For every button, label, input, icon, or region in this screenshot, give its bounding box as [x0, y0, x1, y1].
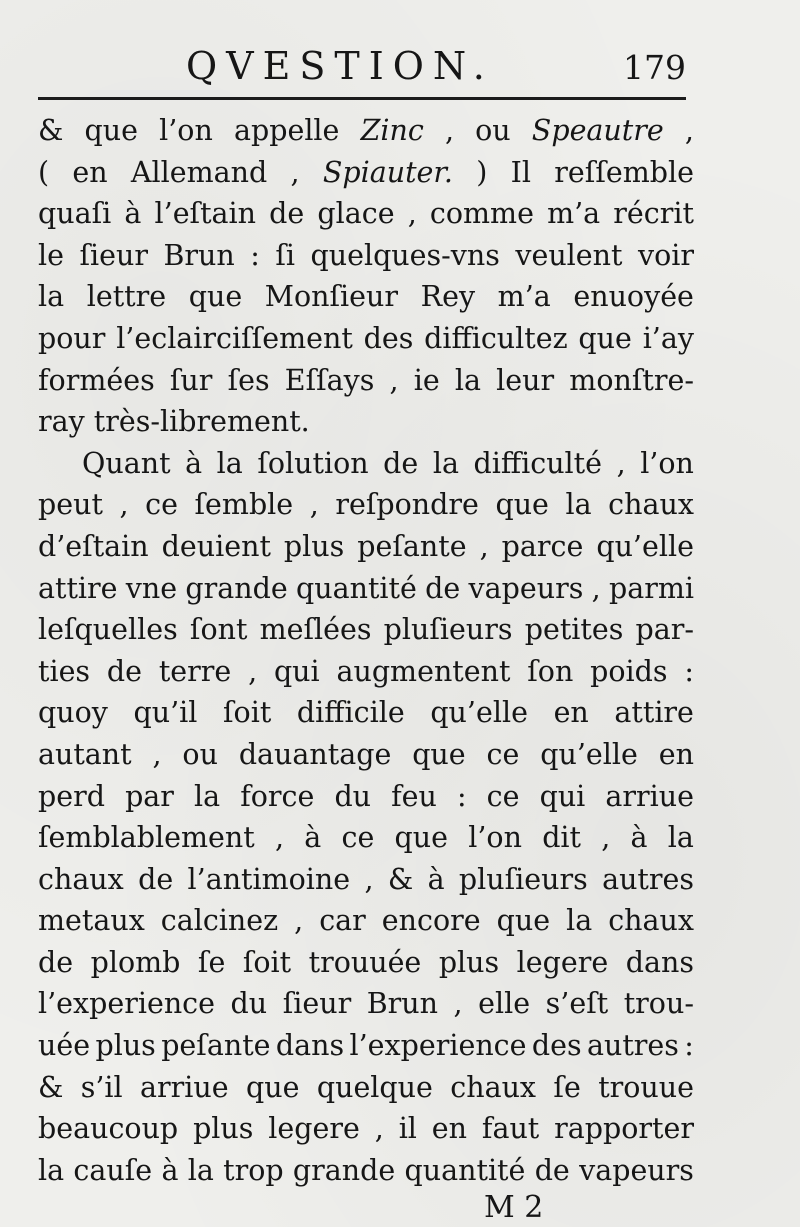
word: qui	[539, 779, 586, 813]
word: en	[72, 155, 108, 189]
word: ,	[374, 1112, 384, 1146]
word: leur	[496, 363, 555, 397]
word: &	[38, 1070, 64, 1104]
word: trou-	[623, 987, 694, 1021]
word: plomb	[90, 945, 181, 979]
word: la	[187, 1153, 214, 1187]
word: par	[125, 779, 174, 813]
word: l’experience	[349, 1029, 527, 1063]
word: dans	[275, 1029, 345, 1063]
word: que	[84, 114, 138, 147]
word: des	[363, 321, 414, 355]
word: s’il	[80, 1070, 123, 1104]
word: ,	[444, 114, 454, 147]
word: plus	[193, 1112, 254, 1146]
word: l’eſtain	[154, 197, 257, 231]
word: Allemand	[130, 155, 268, 189]
word: à	[630, 821, 648, 855]
word: calcinez	[160, 904, 279, 938]
word: car	[319, 904, 366, 938]
word: ,	[616, 446, 626, 480]
word: pluſieurs	[458, 862, 588, 896]
word: ,	[119, 488, 129, 522]
word: autres	[587, 1029, 679, 1063]
word: que	[394, 821, 449, 855]
word: chaux	[38, 862, 124, 896]
word: ,	[389, 363, 399, 397]
word: attire	[614, 696, 694, 730]
word: de	[425, 571, 461, 605]
word: ſe	[553, 1070, 581, 1104]
word: grande	[292, 1153, 396, 1187]
word: Speautre	[531, 114, 664, 147]
word: vapeurs	[579, 1153, 694, 1187]
word: ſoit	[242, 945, 292, 979]
word: enuoyée	[573, 280, 694, 314]
word: qu’il	[133, 696, 198, 730]
word: arriue	[140, 1070, 229, 1104]
word: trouue	[598, 1070, 694, 1104]
word: leſquelles	[38, 613, 178, 647]
word: legere	[516, 945, 609, 979]
word: trop	[223, 1153, 284, 1187]
text-line	[38, 1067, 694, 1109]
text-line	[38, 651, 694, 693]
word: à	[124, 197, 142, 231]
word: autant	[38, 737, 132, 771]
word: l’eclairciſſement	[116, 321, 353, 355]
word: attire	[38, 571, 118, 605]
word: quelques-vns	[310, 238, 500, 272]
word: plus	[95, 1029, 156, 1063]
word: il	[398, 1112, 417, 1146]
word: l’on	[159, 114, 213, 147]
word: vapeurs	[468, 571, 584, 605]
word: que	[412, 737, 466, 771]
word: meſlées	[259, 613, 372, 647]
word: l’experience	[38, 987, 216, 1021]
word: d’eſtain	[38, 529, 149, 563]
text-line	[38, 526, 694, 568]
word: Brun	[366, 987, 439, 1021]
word: petites	[524, 613, 624, 647]
word: augmentent	[336, 654, 511, 688]
word: de	[138, 862, 174, 896]
word: ſieur	[79, 238, 148, 272]
word: Rey	[420, 280, 476, 314]
word: dauantage	[238, 737, 392, 771]
text-line	[38, 942, 694, 984]
word: m’a	[547, 197, 601, 231]
word: ou	[182, 737, 218, 771]
text-line	[38, 734, 694, 776]
word: qu’elle	[540, 737, 638, 771]
word: l’on	[468, 821, 522, 855]
word: voir	[637, 238, 694, 272]
text-line	[38, 609, 694, 651]
word: plus	[438, 945, 500, 979]
word: pour	[38, 321, 106, 355]
text-line	[38, 152, 694, 194]
word: ſe	[197, 945, 226, 979]
word: dit	[542, 821, 581, 855]
word: l’on	[640, 446, 694, 480]
word: ,	[684, 114, 694, 147]
word: la	[566, 904, 593, 938]
word: appelle	[233, 114, 340, 147]
word: de	[534, 1153, 570, 1187]
text-line	[38, 360, 694, 402]
word: uée	[38, 1029, 91, 1063]
word: Quant	[82, 446, 171, 480]
word: :	[684, 1029, 694, 1063]
word: chaux	[608, 904, 694, 938]
text-line	[38, 1108, 694, 1150]
word: parmi	[608, 571, 694, 605]
text-line	[38, 193, 694, 235]
word: force	[240, 779, 315, 813]
word: que	[188, 280, 243, 314]
word: :	[456, 779, 467, 813]
word: ou	[475, 114, 511, 147]
word: la	[454, 363, 482, 397]
word: ,	[309, 488, 319, 522]
word: legere	[268, 1112, 360, 1146]
word: ce	[145, 488, 178, 522]
text-line	[38, 110, 694, 152]
word: ,	[407, 197, 417, 231]
word: trouuée	[308, 945, 422, 979]
word: la	[216, 446, 243, 480]
word: la	[194, 779, 221, 813]
word: (	[38, 155, 50, 189]
text-line	[38, 235, 694, 277]
word: ſolution	[257, 446, 369, 480]
word: de	[383, 446, 419, 480]
word: faut	[481, 1112, 540, 1146]
word: &	[387, 862, 414, 896]
text-line	[38, 776, 694, 818]
word: beaucoup	[38, 1112, 179, 1146]
word: quaſi	[38, 197, 112, 231]
word: Monſieur	[264, 280, 399, 314]
text-line	[38, 1150, 694, 1192]
word: )	[476, 155, 488, 189]
word: grande	[185, 571, 288, 605]
word: ,	[152, 737, 162, 771]
word: en	[431, 1112, 468, 1146]
word: elle	[478, 987, 531, 1021]
word: à	[185, 446, 203, 480]
word: cauſe	[73, 1153, 153, 1187]
word: ſes	[227, 363, 270, 397]
word: ,	[591, 571, 601, 605]
word: glace	[317, 197, 395, 231]
word: du	[334, 779, 372, 813]
word: qui	[273, 654, 320, 688]
word: ,	[274, 821, 285, 855]
word: que	[246, 1070, 300, 1104]
word: Zinc	[360, 114, 424, 147]
word: en	[658, 737, 694, 771]
word: par-	[635, 613, 694, 647]
word: ſemblablement	[38, 821, 255, 855]
word: des	[531, 1029, 582, 1063]
word: le	[38, 238, 64, 272]
word: ,	[479, 529, 489, 563]
word: plus	[283, 529, 345, 563]
word: que	[578, 321, 632, 355]
word: s’eſt	[545, 987, 609, 1021]
word: metaux	[38, 904, 145, 938]
word: &	[38, 114, 64, 147]
word: autres	[602, 862, 694, 896]
word: à	[427, 862, 445, 896]
text-line-paragraph-start	[38, 443, 694, 485]
word: ſieur	[282, 987, 352, 1021]
text-line	[38, 1025, 694, 1067]
word: veulent	[515, 238, 623, 272]
word: ce	[341, 821, 375, 855]
word: ties	[38, 654, 91, 688]
word: ,	[290, 155, 300, 189]
word: que	[495, 488, 549, 522]
text-line	[38, 318, 694, 360]
word: de	[106, 654, 142, 688]
word: peut	[38, 488, 103, 522]
word: en	[553, 696, 589, 730]
word: lettre	[86, 280, 167, 314]
word: quelque	[316, 1070, 433, 1104]
word: qu’elle	[596, 529, 694, 563]
word: qu’elle	[430, 696, 528, 730]
word: ſi	[275, 238, 295, 272]
word: rapporter	[554, 1112, 694, 1146]
text-line	[38, 859, 694, 901]
word: que	[496, 904, 551, 938]
text-line	[38, 401, 694, 443]
word: difficulté	[473, 446, 602, 480]
word: comme	[429, 197, 534, 231]
text-line	[38, 568, 694, 610]
word: monſtre-	[569, 363, 694, 397]
word: peſante	[161, 1029, 271, 1063]
word: ie	[413, 363, 440, 397]
word: reſſemble	[554, 155, 694, 189]
word: ſur	[169, 363, 213, 397]
word: ray	[38, 405, 85, 439]
word: la	[38, 280, 65, 314]
word: très-librement.	[93, 405, 310, 439]
word: de	[38, 945, 74, 979]
word: arriue	[605, 779, 694, 813]
word: feu	[391, 779, 437, 813]
word: deuient	[161, 529, 271, 563]
word: perd	[38, 779, 105, 813]
word: la	[667, 821, 694, 855]
word: ,	[364, 862, 374, 896]
word: :	[684, 654, 694, 688]
word: Il	[510, 155, 532, 189]
word: ,	[601, 821, 611, 855]
word: ce	[486, 737, 520, 771]
word: la	[432, 446, 459, 480]
word: difficultez	[424, 321, 568, 355]
word: quantité	[296, 571, 417, 605]
text-line	[38, 484, 694, 526]
word: Eſſays	[284, 363, 375, 397]
header-rule	[38, 97, 686, 100]
word: m’a	[497, 280, 551, 314]
word: ſon	[527, 654, 574, 688]
text-line	[38, 817, 694, 859]
word: Brun	[163, 238, 235, 272]
word: ,	[248, 654, 258, 688]
word: la	[38, 1153, 65, 1187]
word: chaux	[450, 1070, 537, 1104]
page-number: 179	[623, 48, 686, 87]
word: reſpondre	[335, 488, 479, 522]
word: ſemble	[194, 488, 294, 522]
signature-mark: M 2	[484, 1190, 544, 1225]
word: du	[230, 987, 268, 1021]
word: à	[161, 1153, 179, 1187]
word: peſante	[357, 529, 467, 563]
word: vne	[125, 571, 178, 605]
word: encore	[381, 904, 481, 938]
word: formées	[38, 363, 155, 397]
word: l’antimoine	[187, 862, 351, 896]
body-text	[38, 110, 694, 1191]
word: ,	[453, 987, 463, 1021]
text-line	[38, 900, 694, 942]
word: la	[565, 488, 592, 522]
word: quantité	[404, 1153, 526, 1187]
word: poids	[590, 654, 668, 688]
word: difficile	[296, 696, 405, 730]
word: quoy	[38, 696, 108, 730]
word: ſoit	[223, 696, 272, 730]
text-line	[38, 692, 694, 734]
word: terre	[158, 654, 232, 688]
word: parce	[501, 529, 584, 563]
word: ſont	[189, 613, 248, 647]
word: :	[250, 238, 260, 272]
page-header	[38, 40, 686, 92]
word: i’ay	[642, 321, 694, 355]
word: chaux	[608, 488, 694, 522]
word: ce	[486, 779, 520, 813]
running-title: QVESTION.	[186, 44, 494, 88]
word: à	[304, 821, 322, 855]
word: dans	[625, 945, 694, 979]
word: Spiauter.	[322, 155, 453, 189]
text-line	[38, 983, 694, 1025]
word: de	[269, 197, 305, 231]
word: pluſieurs	[383, 613, 513, 647]
word: récrit	[613, 197, 694, 231]
word: ,	[294, 904, 304, 938]
text-line	[38, 276, 694, 318]
